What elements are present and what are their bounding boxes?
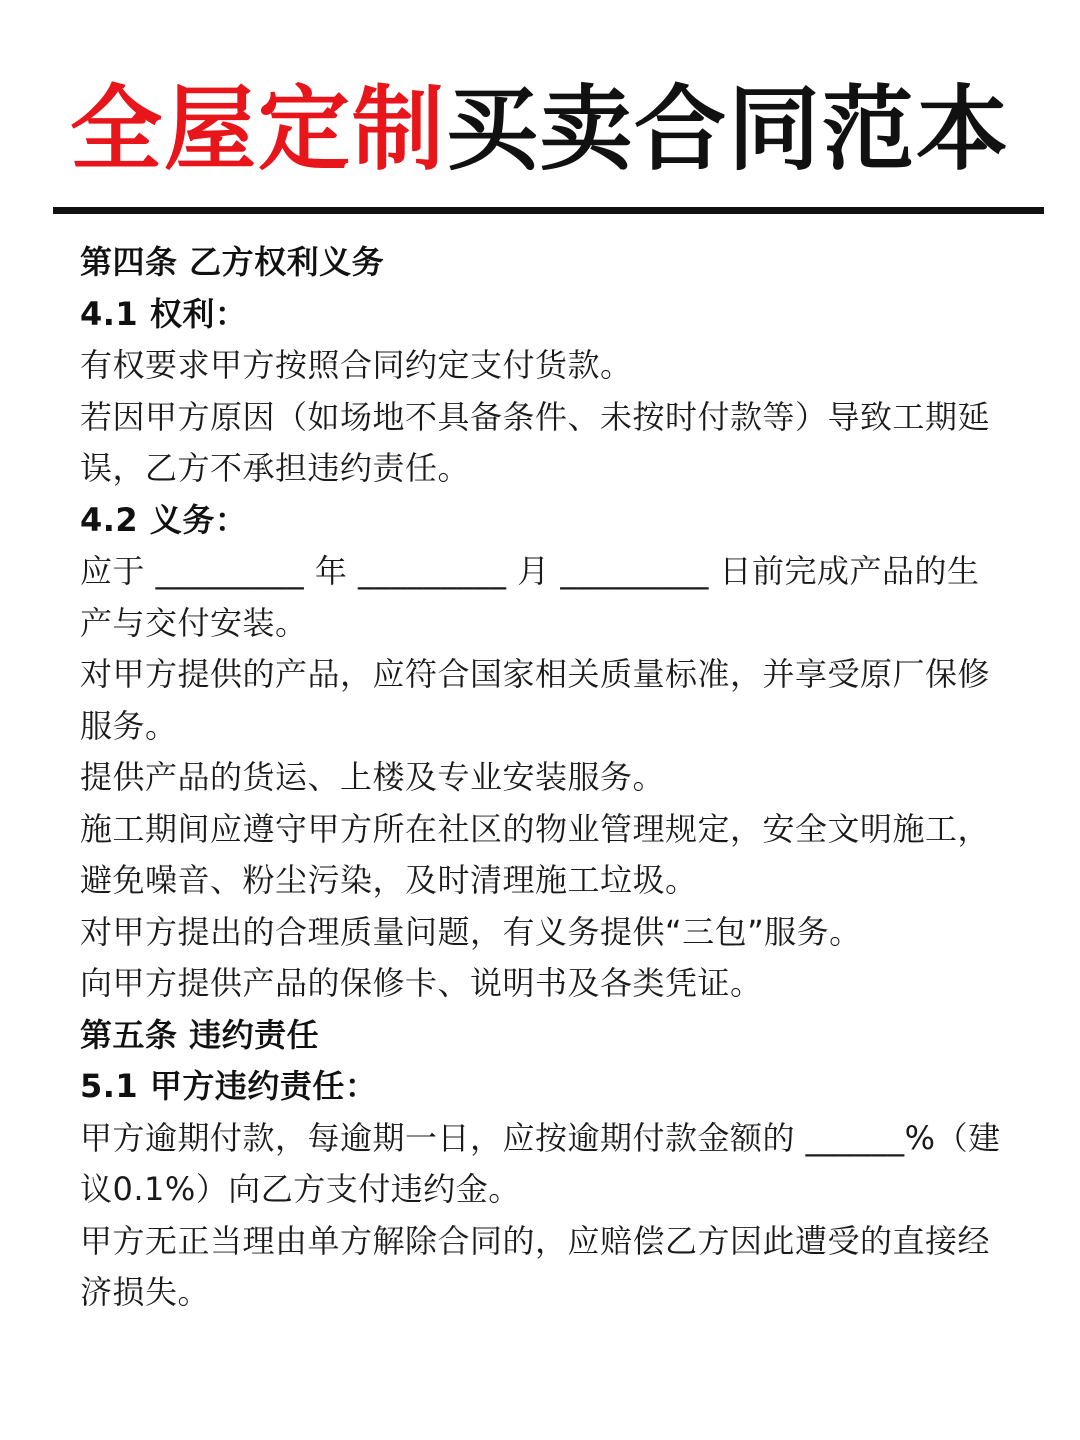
duties-item: 施工期间应遵守甲方所在社区的物业管理规定，安全文明施工，避免噪音、粉尘污染，及时清理施工垃圾。 — [80, 809, 991, 899]
section-4-2-heading: 4.2 义务： — [80, 500, 248, 539]
article-4-heading: 第四条 乙方权利义务 — [80, 243, 385, 281]
section-5-1-heading: 5.1 甲方违约责任： — [80, 1067, 378, 1105]
duties-item: 对甲方提供的产品，应符合国家相关质量标准，并享受原厂保修服务。 — [80, 655, 991, 745]
article-5-heading: 第五条 违约责任 — [80, 1015, 320, 1054]
duties-item: 提供产品的货运、上楼及专业安装服务。 — [80, 758, 666, 796]
duties-item: 向甲方提供产品的保修卡、说明书及各类凭证。 — [80, 964, 763, 1002]
party-a-liability-item: 甲方逾期付款，每逾期一日，应按逾期付款金额的 ______%（建议0.1%）向乙方支付违约金。 — [80, 1118, 1001, 1208]
document-title — [0, 70, 1080, 190]
contract-body — [80, 237, 1010, 1319]
rights-item: 若因甲方原因（如场地不具备条件、未按时付款等）导致工期延误，乙方不承担违约责任。 — [80, 397, 991, 487]
title-main: 买卖合同范本 — [446, 76, 1011, 183]
title-highlight: 全屋定制 — [69, 76, 446, 183]
title-divider — [53, 207, 1044, 214]
duties-item: 对甲方提出的合理质量问题，有义务提供“三包”服务。 — [80, 912, 862, 951]
party-a-liability-item: 甲方无正当理由单方解除合同的，应赔偿乙方因此遭受的直接经济损失。 — [80, 1221, 991, 1311]
rights-item: 有权要求甲方按照合同约定支付货款。 — [80, 346, 633, 384]
section-4-1-heading: 4.1 权利： — [80, 294, 248, 333]
duties-item: 应于 _________ 年 _________ 月 _________ 日前完成产品的生产与交付安装。 — [80, 552, 980, 642]
